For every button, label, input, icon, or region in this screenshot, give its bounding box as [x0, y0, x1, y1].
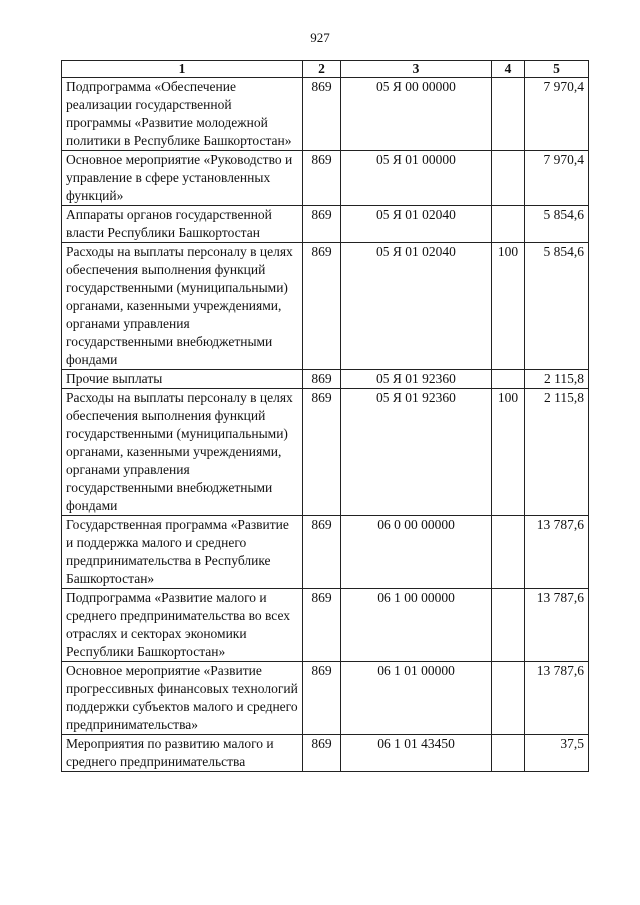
row-department-code: 869 — [303, 151, 341, 206]
row-target-code: 06 1 01 00000 — [341, 662, 492, 735]
row-amount: 13 787,6 — [525, 516, 589, 589]
table-row — [62, 78, 589, 151]
table-row — [62, 370, 589, 389]
row-expense-type — [492, 206, 525, 243]
table-row — [62, 389, 589, 516]
row-department-code: 869 — [303, 589, 341, 662]
row-amount: 13 787,6 — [525, 589, 589, 662]
row-expense-type: 100 — [492, 243, 525, 370]
row-amount: 7 970,4 — [525, 151, 589, 206]
row-expense-type — [492, 370, 525, 389]
column-header-name: 1 — [62, 61, 303, 78]
row-name: Подпрограмма «Обеспечение реализации государственной программы «Развитие молодежной политики в Республике Башкортостан» — [62, 78, 303, 151]
table-row — [62, 151, 589, 206]
row-amount: 2 115,8 — [525, 370, 589, 389]
row-department-code: 869 — [303, 243, 341, 370]
row-name: Основное мероприятие «Развитие прогрессивных финансовых технологий поддержки субъектов малого и среднего предпринимательства» — [62, 662, 303, 735]
column-header-target-code: 3 — [341, 61, 492, 78]
table-row — [62, 735, 589, 772]
budget-table — [61, 60, 589, 772]
row-department-code: 869 — [303, 662, 341, 735]
row-name: Аппараты органов государственной власти Республики Башкортостан — [62, 206, 303, 243]
table-row — [62, 589, 589, 662]
row-amount: 7 970,4 — [525, 78, 589, 151]
row-expense-type: 100 — [492, 389, 525, 516]
row-amount: 2 115,8 — [525, 389, 589, 516]
row-target-code: 06 1 01 43450 — [341, 735, 492, 772]
row-name: Государственная программа «Развитие и поддержка малого и среднего предпринимательства в Республике Башкортостан» — [62, 516, 303, 589]
row-target-code: 05 Я 01 92360 — [341, 389, 492, 516]
row-expense-type — [492, 662, 525, 735]
row-department-code: 869 — [303, 735, 341, 772]
row-target-code: 05 Я 01 02040 — [341, 243, 492, 370]
row-expense-type — [492, 735, 525, 772]
row-amount: 5 854,6 — [525, 243, 589, 370]
row-target-code: 05 Я 01 92360 — [341, 370, 492, 389]
column-header-expense-type: 4 — [492, 61, 525, 78]
column-header-department: 2 — [303, 61, 341, 78]
table-header-row — [62, 61, 589, 78]
table-row — [62, 516, 589, 589]
row-amount: 5 854,6 — [525, 206, 589, 243]
row-target-code: 05 Я 00 00000 — [341, 78, 492, 151]
row-target-code: 06 0 00 00000 — [341, 516, 492, 589]
row-department-code: 869 — [303, 78, 341, 151]
page-number: 927 — [310, 30, 330, 45]
table-row — [62, 206, 589, 243]
row-expense-type — [492, 516, 525, 589]
row-name: Расходы на выплаты персоналу в целях обеспечения выполнения функций государственными (муниципальными) органами, казенными учреждениями, органами управления государственными внебюджетными фондами — [62, 389, 303, 516]
row-amount: 13 787,6 — [525, 662, 589, 735]
row-amount: 37,5 — [525, 735, 589, 772]
row-name: Подпрограмма «Развитие малого и среднего предпринимательства во всех отраслях и секторах экономики Республики Башкортостан» — [62, 589, 303, 662]
row-name: Прочие выплаты — [62, 370, 303, 389]
row-target-code: 05 Я 01 02040 — [341, 206, 492, 243]
table-row — [62, 662, 589, 735]
row-name: Расходы на выплаты персоналу в целях обеспечения выполнения функций государственными (муниципальными) органами, казенными учреждениями, органами управления государственными внебюджетными фондами — [62, 243, 303, 370]
row-expense-type — [492, 589, 525, 662]
row-department-code: 869 — [303, 389, 341, 516]
table-row — [62, 243, 589, 370]
row-target-code: 05 Я 01 00000 — [341, 151, 492, 206]
column-header-amount: 5 — [525, 61, 589, 78]
row-expense-type — [492, 78, 525, 151]
row-name: Мероприятия по развитию малого и среднего предпринимательства — [62, 735, 303, 772]
row-name: Основное мероприятие «Руководство и управление в сфере установленных функций» — [62, 151, 303, 206]
row-expense-type — [492, 151, 525, 206]
row-department-code: 869 — [303, 206, 341, 243]
row-target-code: 06 1 00 00000 — [341, 589, 492, 662]
row-department-code: 869 — [303, 516, 341, 589]
row-department-code: 869 — [303, 370, 341, 389]
